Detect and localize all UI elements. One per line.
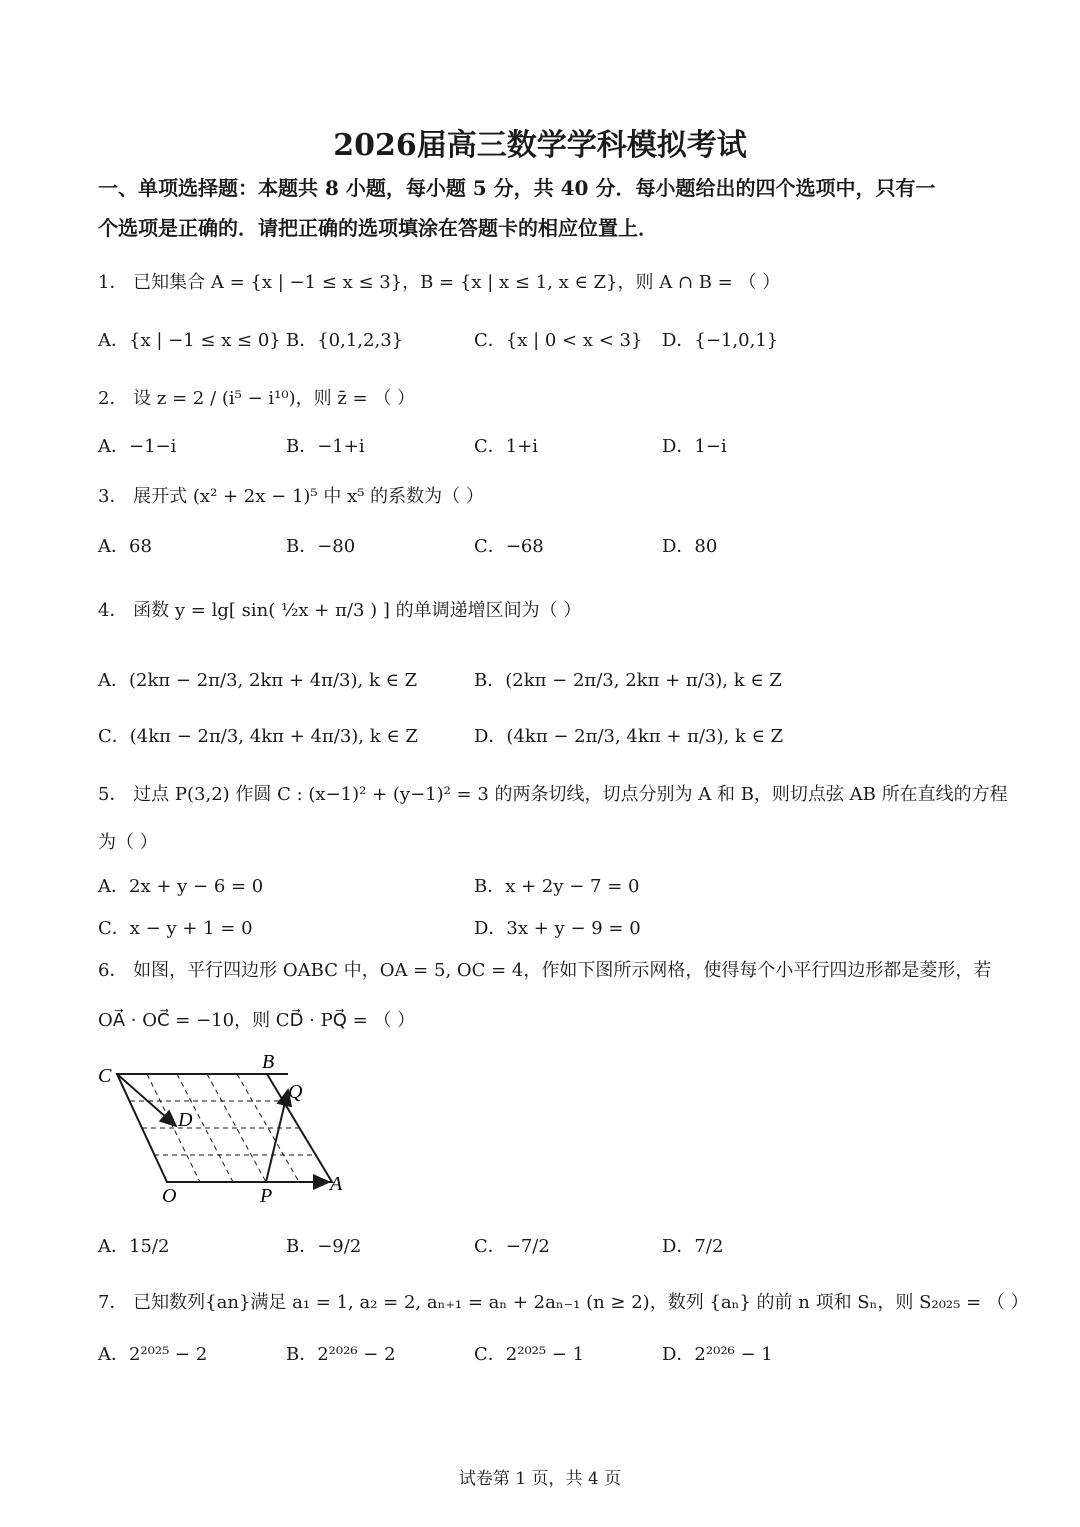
label-b: B [262, 1052, 275, 1073]
question-5-stem-line2: 为（ ） [98, 832, 158, 853]
question-4-option-a: A．(2kπ − 2π/3, 2kπ + 4π/3), k ∈ Z [98, 670, 418, 691]
vector-pq [266, 1090, 288, 1182]
vector-cd [117, 1074, 176, 1126]
question-7-stem: 7． 已知数列{an}满足 a₁ = 1, a₂ = 2, aₙ₊₁ = aₙ + 2aₙ₋₁ (n ≥ 2)，数列 {aₙ} 的前 n 项和 Sₙ，则 S₂₀₂₅ = （ ） [98, 1292, 1029, 1313]
question-2-stem: 2． 设 z = 2 / (i⁵ − i¹⁰)，则 z̄ = （ ） [98, 388, 416, 409]
question-5-option-d: D．3x + y − 9 = 0 [474, 918, 641, 939]
label-c: C [98, 1065, 112, 1087]
question-4-option-c: C．(4kπ − 2π/3, 4kπ + 4π/3), k ∈ Z [98, 726, 418, 747]
question-5-stem-line1: 5． 过点 P(3,2) 作圆 C : (x−1)² + (y−1)² = 3 的两条切线，切点分别为 A 和 B，则切点弦 AB 所在直线的方程 [98, 784, 1008, 805]
question-6-stem-line2: OA⃗ · OC⃗ = −10，则 CD⃗ · PQ⃗ = （ ） [98, 1010, 416, 1031]
question-5-option-c: C．x − y + 1 = 0 [98, 918, 253, 939]
question-6-option-c: C．−7/2 [474, 1236, 550, 1257]
question-2-option-b: B．−1+i [286, 436, 365, 457]
question-1-option-c: C．{x | 0 < x < 3} [474, 330, 643, 351]
question-6-option-a: A．15/2 [98, 1236, 170, 1257]
question-3-option-a: A．68 [98, 536, 152, 557]
question-1-option-a: A．{x | −1 ≤ x ≤ 0} [98, 330, 281, 351]
label-d: D [178, 1109, 193, 1131]
question-7-option-b: B．2²⁰²⁶ − 2 [286, 1344, 396, 1365]
question-2-option-d: D．1−i [662, 436, 727, 457]
question-3-stem: 3． 展开式 (x² + 2x − 1)⁵ 中 x⁵ 的系数为（ ） [98, 486, 484, 507]
question-1-option-b: B．{0,1,2,3} [286, 330, 404, 351]
question-3-option-b: B．−80 [286, 536, 356, 557]
question-7-option-a: A．2²⁰²⁵ − 2 [98, 1344, 208, 1365]
question-7-option-d: D．2²⁰²⁶ − 1 [662, 1344, 773, 1365]
page-footer: 试卷第 1 页，共 4 页 [458, 1469, 622, 1489]
question-4-stem: 4． 函数 y = lg[ sin( ½x + π/3 ) ] 的单调递增区间为（ ） [98, 600, 582, 621]
page-title: 2026届高三数学学科模拟考试 [333, 128, 747, 163]
label-a: A [330, 1173, 343, 1195]
question-5-option-a: A．2x + y − 6 = 0 [98, 876, 264, 897]
section-heading [98, 168, 998, 248]
question-6-option-d: D．7/2 [662, 1236, 724, 1257]
parallelogram-grid-figure [92, 1052, 362, 1212]
label-q: Q [288, 1081, 303, 1103]
section-heading-line2: 个选项是正确的．请把正确的选项填涂在答题卡的相应位置上． [98, 216, 658, 240]
question-1-option-d: D．{−1,0,1} [662, 330, 779, 351]
question-3-option-d: D．80 [662, 536, 718, 557]
question-6-option-b: B．−9/2 [286, 1236, 362, 1257]
question-2-option-a: A．−1−i [98, 436, 177, 457]
label-p: P [260, 1185, 273, 1207]
question-7-option-c: C．2²⁰²⁵ − 1 [474, 1344, 585, 1365]
question-2-option-c: C．1+i [474, 436, 539, 457]
question-4-option-b: B．(2kπ − 2π/3, 2kπ + π/3), k ∈ Z [474, 670, 782, 691]
question-5-option-b: B．x + 2y − 7 = 0 [474, 876, 640, 897]
section-heading-line1: 一、单项选择题：本题共 8 小题，每小题 5 分，共 40 分．每小题给出的四个选项中，只有一 [98, 176, 936, 200]
label-o: O [162, 1185, 177, 1207]
question-4-option-d: D．(4kπ − 2π/3, 4kπ + π/3), k ∈ Z [474, 726, 784, 747]
question-1-stem: 1． 已知集合 A = {x | −1 ≤ x ≤ 3}，B = {x | x ≤ 1, x ∈ Z}，则 A ∩ B = （ ） [98, 272, 781, 293]
question-3-option-c: C．−68 [474, 536, 544, 557]
question-6-stem-line1: 6． 如图，平行四边形 OABC 中，OA = 5, OC = 4，作如下图所示网格，使得每个小平行四边形都是菱形，若 [98, 960, 992, 981]
